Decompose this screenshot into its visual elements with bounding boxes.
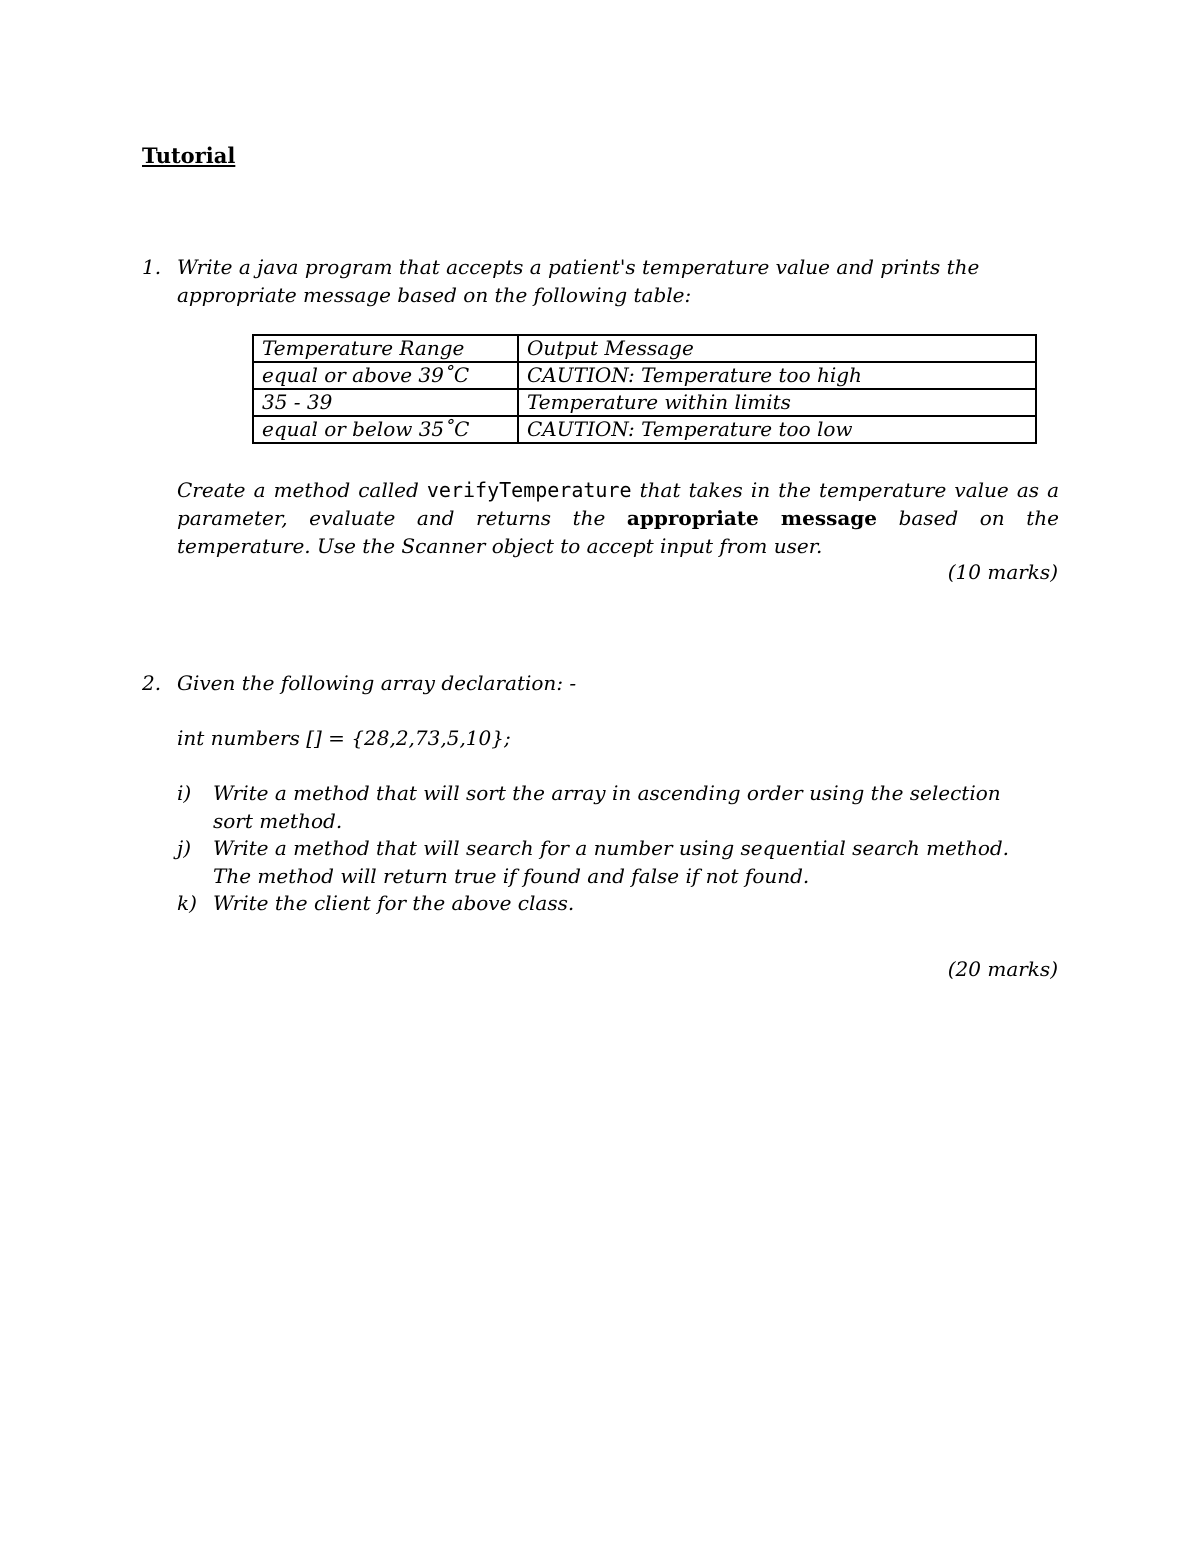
instruction-part-1: Create a method called bbox=[177, 478, 427, 502]
list-item bbox=[177, 889, 1037, 917]
question-2-marks: (20 marks) bbox=[947, 957, 1058, 981]
table-cell: CAUTION: Temperature too low bbox=[518, 416, 1036, 443]
list-item bbox=[177, 834, 1037, 890]
table-cell: Temperature within limits bbox=[518, 389, 1036, 416]
list-item-text: Write a method that will sort the array in ascending order using the selection sort method. bbox=[213, 781, 1001, 833]
table-row bbox=[253, 389, 1036, 416]
method-name: verifyTemperature bbox=[426, 478, 632, 502]
table-cell: 35 - 39 bbox=[253, 389, 518, 416]
table-row bbox=[253, 362, 1036, 389]
question-1-text: Write a java program that accepts a patient's temperature value and prints the appropriate message based on the following table: bbox=[177, 255, 980, 307]
instruction-part-2: that takes in the temperature value as a parameter, evaluate and returns the bbox=[177, 478, 1060, 530]
question-2-text: Given the following array declaration: - bbox=[177, 671, 577, 695]
list-item-text: Write a method that will search for a number using sequential search method. The method will return true if found and false if not found. bbox=[213, 836, 1010, 888]
page-title: Tutorial bbox=[142, 143, 236, 168]
list-item-label: j) bbox=[177, 836, 192, 860]
instruction-part-3: based on the temperature. Use the Scanner object to accept input from user. bbox=[177, 506, 1059, 558]
table-row bbox=[253, 416, 1036, 443]
question-2-number: 2. bbox=[142, 671, 162, 695]
instruction-bold: appropriate message bbox=[626, 506, 878, 530]
table-cell: CAUTION: Temperature too high bbox=[518, 362, 1036, 389]
list-item-label: k) bbox=[177, 891, 197, 915]
array-declaration: int numbers [] = {28,2,73,5,10}; bbox=[177, 726, 511, 750]
list-item-label: i) bbox=[177, 781, 192, 805]
table-header-row bbox=[253, 335, 1036, 362]
question-1-marks: (10 marks) bbox=[947, 560, 1058, 584]
list-item bbox=[177, 779, 1037, 835]
table-cell: equal or below 35˚C bbox=[253, 416, 518, 443]
question-1-instruction bbox=[177, 476, 1059, 560]
question-1 bbox=[142, 253, 1062, 309]
temperature-table bbox=[252, 334, 1037, 444]
question-2 bbox=[142, 669, 1062, 697]
table-header-cell: Output Message bbox=[518, 335, 1036, 362]
list-item-text: Write the client for the above class. bbox=[213, 891, 575, 915]
question-1-number: 1. bbox=[142, 255, 162, 279]
table-header-cell: Temperature Range bbox=[253, 335, 518, 362]
table-cell: equal or above 39˚C bbox=[253, 362, 518, 389]
